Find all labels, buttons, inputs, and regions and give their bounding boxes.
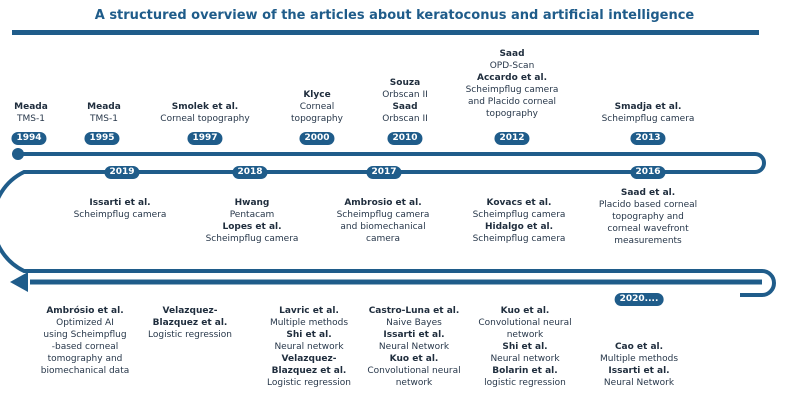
author-name: Hidalgo et al.: [484, 222, 554, 232]
entry-2017b: [473, 197, 566, 245]
method-text: Logistic regression: [267, 378, 351, 388]
method-text: topography: [486, 109, 538, 119]
entry-2020-2: [148, 305, 232, 341]
author-name: Souza: [389, 78, 421, 88]
method-text: topography: [291, 114, 343, 124]
year-badge: 2000: [299, 132, 334, 145]
method-text: and Placido corneal: [467, 97, 557, 107]
year-badge: 2020....: [615, 293, 664, 306]
method-text: TMS-1: [90, 114, 118, 124]
method-text: Scheimpflug camera: [205, 234, 299, 244]
entry-2020-6: [600, 341, 678, 389]
author-name: Ambrosio et al.: [344, 198, 422, 208]
entry-2020-5: [478, 305, 571, 389]
method-text: Corneal topography: [160, 114, 250, 124]
author-name: Shi et al.: [502, 342, 548, 352]
method-text: Orbscan II: [382, 90, 428, 100]
diagram-title: A structured overview of the articles about keratoconus and artificial intelligence: [94, 8, 695, 23]
method-text: tomography and: [47, 354, 123, 364]
author-name: Meada: [14, 102, 48, 112]
author-name: Saad et al.: [620, 188, 676, 198]
year-badge: 2012: [494, 132, 529, 145]
method-text: Corneal: [299, 102, 335, 112]
author-name: Shi et al.: [286, 330, 332, 340]
year-badge: 2018: [232, 166, 267, 179]
author-name: Castro-Luna et al.: [368, 306, 460, 316]
method-text: Naive Bayes: [386, 318, 442, 328]
timeline-arrow-head: [10, 272, 28, 292]
entry-2020-4: [367, 305, 460, 389]
entry-2013: [602, 101, 695, 125]
method-text: Neural Network: [603, 378, 675, 388]
method-text: camera: [366, 234, 400, 244]
author-name: Issarti et al.: [383, 330, 445, 340]
author-name: Klyce: [303, 90, 331, 100]
author-name: Saad: [392, 102, 418, 112]
author-name: Kovacs et al.: [486, 198, 552, 208]
method-text: OPD-Scan: [489, 61, 535, 71]
method-text: and biomechanical: [340, 222, 426, 232]
method-text: Convolutional neural: [367, 366, 461, 376]
entry-2016: [599, 187, 697, 247]
method-text: Optimized AI: [56, 318, 114, 328]
author-name: Kuo et al.: [389, 354, 439, 364]
author-name: Bolarin et al.: [492, 366, 558, 376]
method-text: Neural network: [490, 354, 560, 364]
method-text: Neural Network: [378, 342, 450, 352]
method-text: TMS-1: [17, 114, 45, 124]
method-text: measurements: [614, 236, 682, 246]
method-text: Neural network: [274, 342, 344, 352]
method-text: Orbscan II: [382, 114, 428, 124]
method-text: Multiple methods: [269, 318, 349, 328]
author-name: Velazquez-: [162, 306, 218, 316]
method-text: Scheimpflug camera: [465, 85, 559, 95]
entry-2018: [206, 197, 299, 245]
author-name: Meada: [87, 102, 121, 112]
author-name: Ambrósio et al.: [46, 306, 124, 316]
author-name: Issarti et al.: [89, 198, 151, 208]
author-name: Lavric et al.: [279, 306, 339, 316]
author-name: Saad: [499, 49, 525, 59]
year-badge: 2019: [104, 166, 139, 179]
method-text: Multiple methods: [599, 354, 679, 364]
method-text: Scheimpflug camera: [73, 210, 167, 220]
method-text: corneal wavefront: [607, 224, 689, 234]
year-badge: 1994: [11, 132, 46, 145]
author-name: Issarti et al.: [608, 366, 670, 376]
entry-1997: [160, 101, 249, 125]
method-text: Scheimpflug camera: [601, 114, 695, 124]
entry-2017: [337, 197, 430, 245]
method-text: network: [395, 378, 433, 388]
author-name: Blazquez et al.: [152, 318, 228, 328]
method-text: using Scheimpflug: [43, 330, 127, 340]
entry-2000: [291, 89, 343, 125]
method-text: Pentacam: [229, 210, 275, 220]
method-text: biomechanical data: [40, 366, 130, 376]
year-badge: 1997: [187, 132, 222, 145]
entry-2020-1: [41, 305, 130, 377]
entry-2019: [74, 197, 167, 221]
method-text: Scheimpflug camera: [472, 210, 566, 220]
author-name: Cao et al.: [614, 342, 664, 352]
method-text: Placido based corneal: [598, 200, 698, 210]
author-name: Hwang: [234, 198, 270, 208]
year-badge: 1995: [84, 132, 119, 145]
year-badge: 2013: [630, 132, 665, 145]
method-text: topography and: [612, 212, 684, 222]
author-name: Blazquez et al.: [271, 366, 347, 376]
method-text: network: [506, 330, 544, 340]
entry-1995: [87, 101, 121, 125]
method-text: Scheimpflug camera: [336, 210, 430, 220]
year-badge: 2010: [387, 132, 422, 145]
year-badge: 2016: [630, 166, 665, 179]
year-badge: 2017: [366, 166, 401, 179]
author-name: Smolek et al.: [171, 102, 239, 112]
method-text: Convolutional neural: [478, 318, 572, 328]
method-text: Scheimpflug camera: [472, 234, 566, 244]
method-text: Logistic regression: [148, 330, 232, 340]
author-name: Smadja et al.: [614, 102, 682, 112]
entry-2010: [382, 77, 428, 125]
entry-2020-3: [267, 305, 351, 389]
entry-2012: [466, 48, 559, 120]
author-name: Accardo et al.: [476, 73, 548, 83]
author-name: Velazquez-: [281, 354, 337, 364]
method-text: logistic regression: [484, 378, 566, 388]
author-name: Kuo et al.: [500, 306, 550, 316]
entry-1994: [14, 101, 48, 125]
timeline-start-dot: [12, 148, 24, 160]
method-text: -based corneal: [51, 342, 119, 352]
author-name: Lopes et al.: [222, 222, 282, 232]
